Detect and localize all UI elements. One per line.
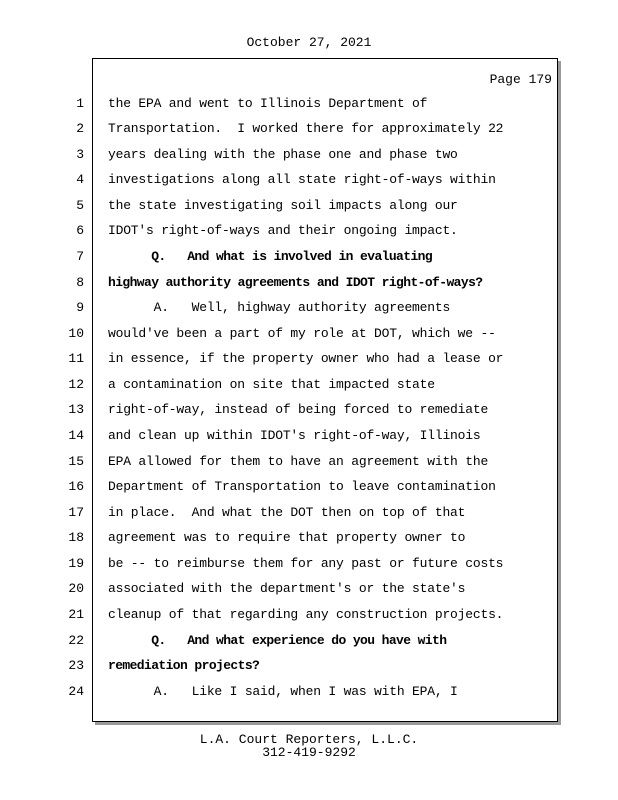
transcript-line: a contamination on site that impacted state: [108, 377, 435, 392]
line-number: 20: [68, 581, 84, 596]
footer: [0, 733, 618, 759]
line-number: 21: [68, 607, 84, 622]
footer-company: L.A. Court Reporters, L.L.C.: [199, 732, 419, 747]
line-number: 19: [68, 556, 84, 571]
line-number: 23: [68, 658, 84, 673]
transcript-line: EPA allowed for them to have an agreement with the: [108, 454, 489, 469]
transcript-line: IDOT's right-of-ways and their ongoing impact.: [108, 223, 458, 238]
question-line: remediation projects?: [108, 658, 260, 673]
transcript-line: would've been a part of my role at DOT, which we --: [108, 326, 496, 341]
line-number: 5: [76, 198, 84, 213]
line-number: 9: [76, 300, 84, 315]
line-number: 18: [68, 530, 84, 545]
answer-line: A. Well, highway authority agreements: [108, 300, 451, 315]
line-number: 6: [76, 223, 84, 238]
line-number: 10: [68, 326, 84, 341]
transcript-line: investigations along all state right-of-ways within: [108, 172, 496, 187]
line-number: 14: [68, 428, 84, 443]
footer-phone: 312-419-9292: [262, 745, 356, 760]
line-number: 12: [68, 377, 84, 392]
transcript-line: cleanup of that regarding any construction projects.: [108, 607, 504, 622]
line-number: 15: [68, 454, 84, 469]
transcript-line: Transportation. I worked there for approximately 22: [108, 121, 504, 136]
transcript-line: right-of-way, instead of being forced to remediate: [108, 402, 489, 417]
line-number: 17: [68, 505, 84, 520]
line-number: 8: [76, 275, 84, 290]
question-line: Q. And what is involved in evaluating: [108, 249, 433, 264]
transcript-line: agreement was to require that property owner to: [108, 530, 466, 545]
transcript-line: Department of Transportation to leave contamination: [108, 479, 496, 494]
transcript-line: the EPA and went to Illinois Department of: [108, 96, 428, 111]
transcript-line: be -- to reimburse them for any past or future costs: [108, 556, 504, 571]
line-number: 7: [76, 249, 84, 264]
transcript-line: in place. And what the DOT then on top of that: [108, 505, 466, 520]
line-number: 13: [68, 402, 84, 417]
answer-line: A. Like I said, when I was with EPA, I: [108, 684, 458, 699]
line-number: 4: [76, 172, 84, 187]
question-line: Q. And what experience do you have with: [108, 633, 447, 648]
line-number: 16: [68, 479, 84, 494]
line-number: 24: [68, 684, 84, 699]
transcript-line: and clean up within IDOT's right-of-way, Illinois: [108, 428, 481, 443]
line-number: 3: [76, 147, 84, 162]
header-date: October 27, 2021: [246, 35, 372, 50]
question-line: highway authority agreements and IDOT right-of-ways?: [108, 275, 483, 290]
line-number: 11: [68, 351, 84, 366]
line-number: 22: [68, 633, 84, 648]
transcript-line: the state investigating soil impacts along our: [108, 198, 458, 213]
line-number: 1: [76, 96, 84, 111]
transcript-line: years dealing with the phase one and phase two: [108, 147, 458, 162]
line-number: 2: [76, 121, 84, 136]
transcript-line: associated with the department's or the state's: [108, 581, 466, 596]
transcript-line: in essence, if the property owner who had a lease or: [108, 351, 504, 366]
page-number: Page 179: [489, 72, 552, 87]
